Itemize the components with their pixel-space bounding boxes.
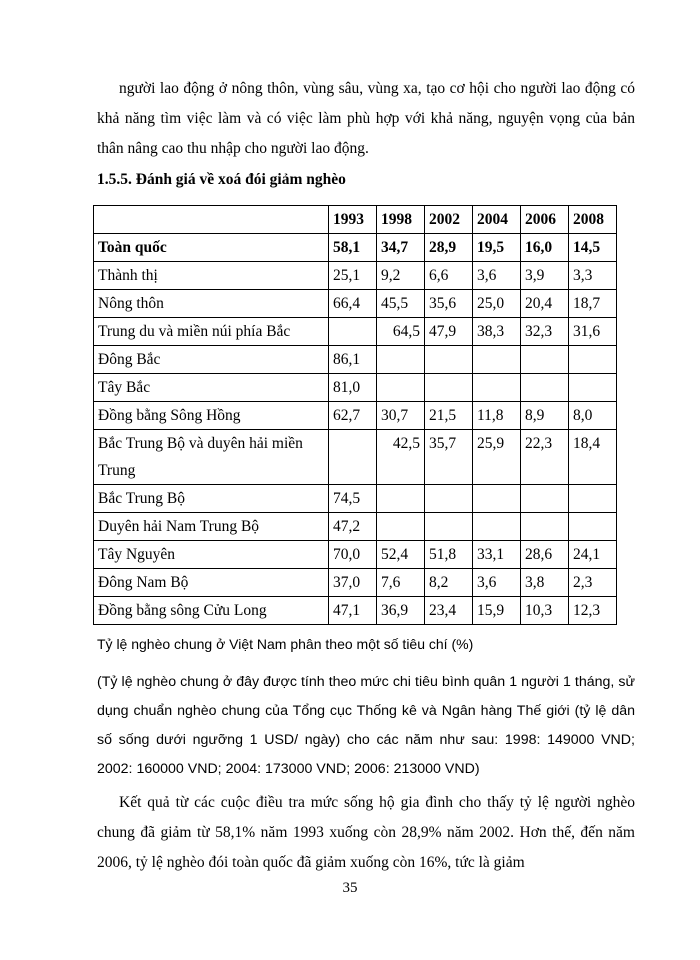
- table-row: [94, 318, 617, 346]
- table-row: [94, 262, 617, 290]
- table-cell: 47,1: [329, 597, 377, 625]
- table-cell: 8,9: [521, 402, 569, 430]
- table-cell: [377, 374, 425, 402]
- table-cell: 37,0: [329, 569, 377, 597]
- table-cell: 22,3: [521, 430, 569, 485]
- page-number: 35: [342, 880, 358, 896]
- table-cell: 9,2: [377, 262, 425, 290]
- intro-paragraph: người lao động ở nông thôn, vùng sâu, vùng xa, tạo cơ hội cho người lao động có khả năng tìm việc làm và có việc làm phù hợp với khả năng, nguyện vọng của bản thân nâng cao thu nhập cho người lao động.: [97, 80, 635, 157]
- row-label: Bắc Trung Bộ: [94, 485, 329, 513]
- table-cell: [521, 346, 569, 374]
- table-row: [94, 290, 617, 318]
- table-cell: 45,5: [377, 290, 425, 318]
- table-cell: 32,3: [521, 318, 569, 346]
- table-row: [94, 402, 617, 430]
- table-cell: 58,1: [329, 234, 377, 262]
- table-cell: [329, 430, 377, 485]
- table-cell: 62,7: [329, 402, 377, 430]
- table-cell: [425, 374, 473, 402]
- table-cell: 3,3: [569, 262, 617, 290]
- table-cell: 11,8: [473, 402, 521, 430]
- table-cell: [569, 485, 617, 513]
- table-cell: 31,6: [569, 318, 617, 346]
- table-cell: 16,0: [521, 234, 569, 262]
- table-cell: 25,0: [473, 290, 521, 318]
- year-header: 2006: [521, 206, 569, 234]
- row-label: Toàn quốc: [94, 234, 329, 262]
- table-cell: [425, 513, 473, 541]
- row-label: Duyên hải Nam Trung Bộ: [94, 513, 329, 541]
- table-cell: [569, 346, 617, 374]
- table-cell: 6,6: [425, 262, 473, 290]
- row-label: Đông Bắc: [94, 346, 329, 374]
- table-cell: 3,6: [473, 262, 521, 290]
- table-cell: 23,4: [425, 597, 473, 625]
- table-cell: 34,7: [377, 234, 425, 262]
- table-row: [94, 597, 617, 625]
- row-label: Đồng bằng sông Cửu Long: [94, 597, 329, 625]
- table-cell: [473, 513, 521, 541]
- year-header: 1998: [377, 206, 425, 234]
- table-cell: 12,3: [569, 597, 617, 625]
- section-heading: 1.5.5. Đánh giá về xoá đói giảm nghèo: [97, 171, 346, 188]
- row-label: [94, 430, 329, 485]
- table-cell: 21,5: [425, 402, 473, 430]
- row-label: Đồng bằng Sông Hồng: [94, 402, 329, 430]
- table-cell: 64,5: [377, 318, 425, 346]
- table-row: [94, 374, 617, 402]
- table-cell: 28,6: [521, 541, 569, 569]
- table-cell: [473, 346, 521, 374]
- table-cell: 28,9: [425, 234, 473, 262]
- table-row: [94, 234, 617, 262]
- table-cell: [521, 513, 569, 541]
- table-cell: 70,0: [329, 541, 377, 569]
- table-cell: [377, 513, 425, 541]
- table-cell: 42,5: [377, 430, 425, 485]
- table-cell: 20,4: [521, 290, 569, 318]
- table-cell: 47,2: [329, 513, 377, 541]
- table-cell: 15,9: [473, 597, 521, 625]
- table-cell: 3,6: [473, 569, 521, 597]
- table-cell: 25,1: [329, 262, 377, 290]
- table-cell: 66,4: [329, 290, 377, 318]
- table-cell: 2,3: [569, 569, 617, 597]
- year-header: 1993: [329, 206, 377, 234]
- row-label: Tây Nguyên: [94, 541, 329, 569]
- table-row: [94, 513, 617, 541]
- table-cell: [521, 485, 569, 513]
- table-row: [94, 485, 617, 513]
- table-row: [94, 541, 617, 569]
- table-cell: [329, 318, 377, 346]
- table-row: [94, 569, 617, 597]
- table-cell: [569, 374, 617, 402]
- table-row: [94, 430, 617, 485]
- table-cell: 74,5: [329, 485, 377, 513]
- table-cell: 7,6: [377, 569, 425, 597]
- table-cell: 36,9: [377, 597, 425, 625]
- table-cell: [425, 346, 473, 374]
- table-cell: 14,5: [569, 234, 617, 262]
- table-cell: 8,2: [425, 569, 473, 597]
- table-cell: 10,3: [521, 597, 569, 625]
- table-cell: 18,7: [569, 290, 617, 318]
- row-label: Trung du và miền núi phía Bắc: [94, 318, 329, 346]
- row-label: Thành thị: [94, 262, 329, 290]
- table-cell: [377, 346, 425, 374]
- table-cell: 3,8: [521, 569, 569, 597]
- table-cell: 51,8: [425, 541, 473, 569]
- table-cell: 47,9: [425, 318, 473, 346]
- table-cell: 38,3: [473, 318, 521, 346]
- poverty-rate-table: [93, 205, 617, 625]
- table-cell: 3,9: [521, 262, 569, 290]
- table-caption: Tỷ lệ nghèo chung ở Việt Nam phân theo một số tiêu chí (%): [97, 636, 474, 652]
- table-cell: 52,4: [377, 541, 425, 569]
- table-row: [94, 346, 617, 374]
- table-cell: 18,4: [569, 430, 617, 485]
- table-cell: [425, 485, 473, 513]
- table-cell: [473, 374, 521, 402]
- year-header: 2008: [569, 206, 617, 234]
- table-cell: 81,0: [329, 374, 377, 402]
- table-cell: [569, 513, 617, 541]
- year-header: 2004: [473, 206, 521, 234]
- row-label-line-2: Trung: [98, 462, 136, 479]
- year-header: 2002: [425, 206, 473, 234]
- row-label-line-1: Bắc Trung Bộ và duyên hải miền: [98, 435, 303, 452]
- table-cell: 24,1: [569, 541, 617, 569]
- row-label: Nông thôn: [94, 290, 329, 318]
- table-cell: 30,7: [377, 402, 425, 430]
- result-paragraph: Kết quả từ các cuộc điều tra mức sống hộ gia đình cho thấy tỷ lệ người nghèo chung đã giảm từ 58,1% năm 1993 xuống còn 28,9% năm 2002. Hơn thế, đến năm 2006, tỷ lệ nghèo đói toàn quốc đã giảm xuống còn 16%, tức là giảm: [97, 794, 635, 871]
- table-cell: [521, 374, 569, 402]
- table-cell: 33,1: [473, 541, 521, 569]
- table-cell: 19,5: [473, 234, 521, 262]
- table-header-row: [94, 206, 617, 234]
- row-label: Tây Bắc: [94, 374, 329, 402]
- methodology-note: (Tỷ lệ nghèo chung ở đây được tính theo mức chi tiêu bình quân 1 người 1 tháng, sử dụng chuẩn nghèo chung của Tổng cục Thống kê và Ngân hàng Thế giới (tỷ lệ dân số sống dưới ngưỡng 1 USD/ ngày) cho các năm như sau: 1998: 149000 VND; 2002: 160000 VND; 2004: 173000 VND; 2006: 213000 VND): [97, 674, 635, 777]
- table-cell: [473, 485, 521, 513]
- row-label: Đông Nam Bộ: [94, 569, 329, 597]
- header-label-cell: [94, 206, 329, 234]
- table-cell: 8,0: [569, 402, 617, 430]
- table-cell: 35,7: [425, 430, 473, 485]
- table-cell: 25,9: [473, 430, 521, 485]
- table-cell: [377, 485, 425, 513]
- table-cell: 35,6: [425, 290, 473, 318]
- table-cell: 86,1: [329, 346, 377, 374]
